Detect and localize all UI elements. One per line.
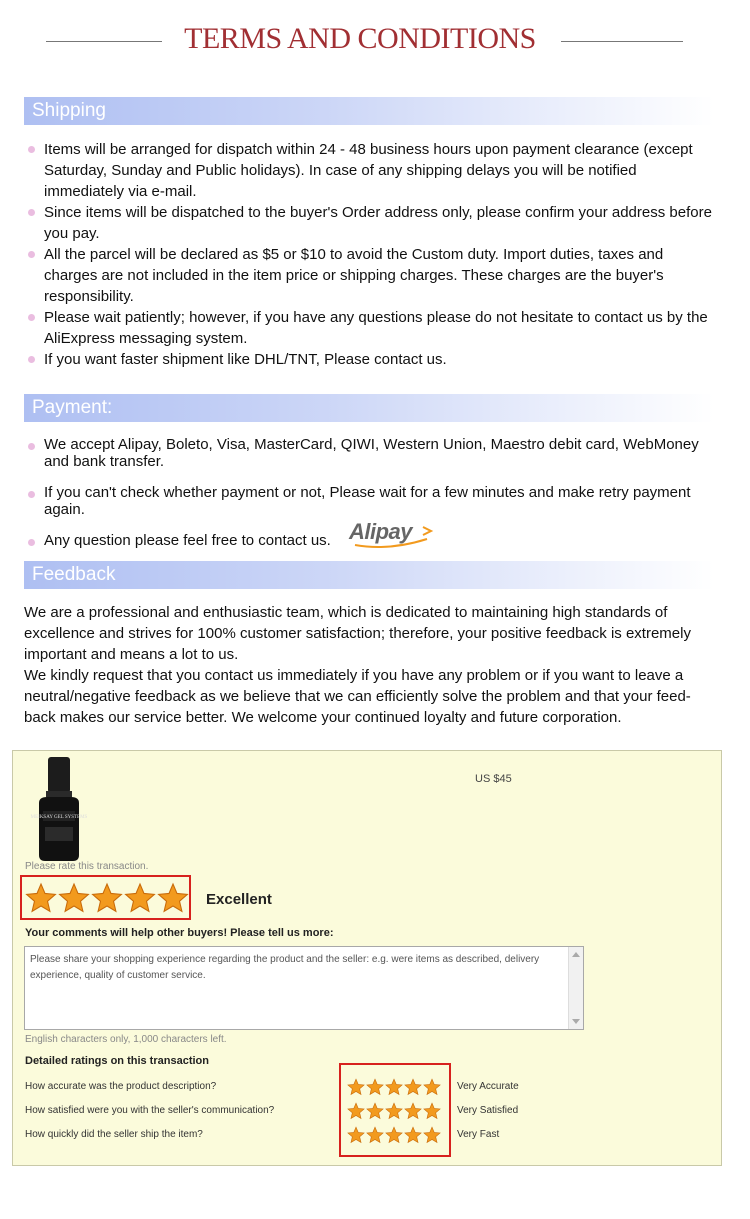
payment-section-bar (24, 394, 714, 422)
star-icon[interactable] (157, 882, 189, 914)
star-icon[interactable] (58, 882, 90, 914)
star-icon[interactable] (404, 1102, 422, 1120)
overall-rating-label: Excellent (206, 891, 272, 908)
price-label: US $45 (475, 773, 512, 785)
rating-verdict: Very Satisfied (457, 1105, 519, 1116)
shipping-section-bar (24, 97, 714, 125)
rating-question: How quickly did the seller ship the item? (25, 1129, 203, 1140)
payment-list (24, 436, 714, 470)
payment-heading: Payment: (32, 397, 113, 418)
rating-verdict: Very Fast (457, 1129, 500, 1140)
star-icon[interactable] (404, 1078, 422, 1096)
star-icon[interactable] (385, 1126, 403, 1144)
product-label: MEIKSAY GEL SYSTEMS (30, 815, 88, 820)
rating-panel (12, 750, 722, 1166)
rating-question: How accurate was the product description? (25, 1081, 217, 1092)
star-icon[interactable] (423, 1102, 441, 1120)
page-title: TERMS AND CONDITIONS (184, 22, 536, 55)
star-icon[interactable] (347, 1078, 365, 1096)
shipping-list (24, 139, 714, 370)
shipping-speed-rating-stars[interactable] (347, 1126, 443, 1144)
feedback-heading: Feedback (32, 564, 116, 585)
textarea-scrollbar[interactable] (568, 947, 583, 1029)
star-icon[interactable] (25, 882, 57, 914)
list-item: We accept Alipay, Boleto, Visa, MasterCard, QIWI, Western Union, Maestro debit card, WebMoney and bank transfer. (24, 436, 714, 470)
detailed-ratings-box (339, 1063, 451, 1157)
accuracy-rating-stars[interactable] (347, 1078, 443, 1096)
list-item: If you can't check whether payment or not, Please wait for a few minutes and make retry payment again. (24, 484, 714, 518)
feedback-body (24, 602, 714, 728)
detailed-ratings-label: Detailed ratings on this transaction (25, 1055, 209, 1067)
shipping-heading: Shipping (32, 100, 106, 121)
alipay-logo-text: Alipay (349, 519, 413, 544)
alipay-swoosh-icon (349, 519, 433, 549)
list-item: All the parcel will be declared as $5 or $10 to avoid the Custom duty. Import duties, taxes and charges are not included in the item price or shipping charges. These charges are the buyer's responsibility. (24, 244, 714, 307)
comment-textarea[interactable] (24, 946, 584, 1030)
star-icon[interactable] (347, 1126, 365, 1144)
payment-list (24, 484, 714, 518)
scroll-down-icon[interactable] (572, 1019, 580, 1024)
scroll-up-icon[interactable] (572, 952, 580, 957)
feedback-paragraph: We kindly request that you contact us immediately if you have any problem or if you want to leave a neutral/negative feedback as we believe that we can efficiently solve the problem and that your feed-back makes our service better. We welcome your continued loyalty and future corporation. (24, 667, 691, 726)
page-header (0, 22, 750, 62)
list-item: If you want faster shipment like DHL/TNT, Please contact us. (24, 349, 714, 370)
comments-label: Your comments will help other buyers! Please tell us more: (25, 927, 334, 939)
star-icon[interactable] (366, 1078, 384, 1096)
star-icon[interactable] (366, 1126, 384, 1144)
star-icon[interactable] (124, 882, 156, 914)
star-icon[interactable] (347, 1102, 365, 1120)
star-icon[interactable] (385, 1078, 403, 1096)
feedback-section-bar (24, 561, 714, 589)
list-item: Any question please feel free to contact us. (24, 532, 714, 549)
rating-verdict: Very Accurate (457, 1081, 519, 1092)
title-divider-right (561, 41, 683, 42)
comment-placeholder: Please share your shopping experience regarding the product and the seller: e.g. were items as described, delivery experience, quality of customer service. (30, 954, 540, 981)
characters-left-note: English characters only, 1,000 characters left. (25, 1034, 227, 1045)
star-icon[interactable] (404, 1126, 422, 1144)
alipay-logo (349, 519, 433, 549)
list-item: Please wait patiently; however, if you have any questions please do not hesitate to contact us by the AliExpress messaging system. (24, 307, 714, 349)
rating-question: How satisfied were you with the seller's communication? (25, 1105, 275, 1116)
star-icon[interactable] (423, 1078, 441, 1096)
list-item: Since items will be dispatched to the buyer's Order address only, please confirm your address before you pay. (24, 202, 714, 244)
star-icon[interactable] (366, 1102, 384, 1120)
rate-prompt: Please rate this transaction. (25, 861, 149, 872)
list-item: Items will be arranged for dispatch within 24 - 48 business hours upon payment clearance (except Saturday, Sunday and Public holidays). In case of any shipping delays you will be notified immediately via e-mail. (24, 139, 714, 202)
title-divider-left (46, 41, 162, 42)
communication-rating-stars[interactable] (347, 1102, 443, 1120)
product-bottle-image (30, 757, 88, 861)
star-icon[interactable] (423, 1126, 441, 1144)
star-icon[interactable] (385, 1102, 403, 1120)
overall-rating-stars[interactable] (20, 875, 191, 920)
feedback-paragraph: We are a professional and enthusiastic team, which is dedicated to maintaining high standards of excellence and strives for 100% customer satisfaction; therefore, your positive feedback is extremely important and means a lot to us. (24, 604, 691, 663)
star-icon[interactable] (91, 882, 123, 914)
